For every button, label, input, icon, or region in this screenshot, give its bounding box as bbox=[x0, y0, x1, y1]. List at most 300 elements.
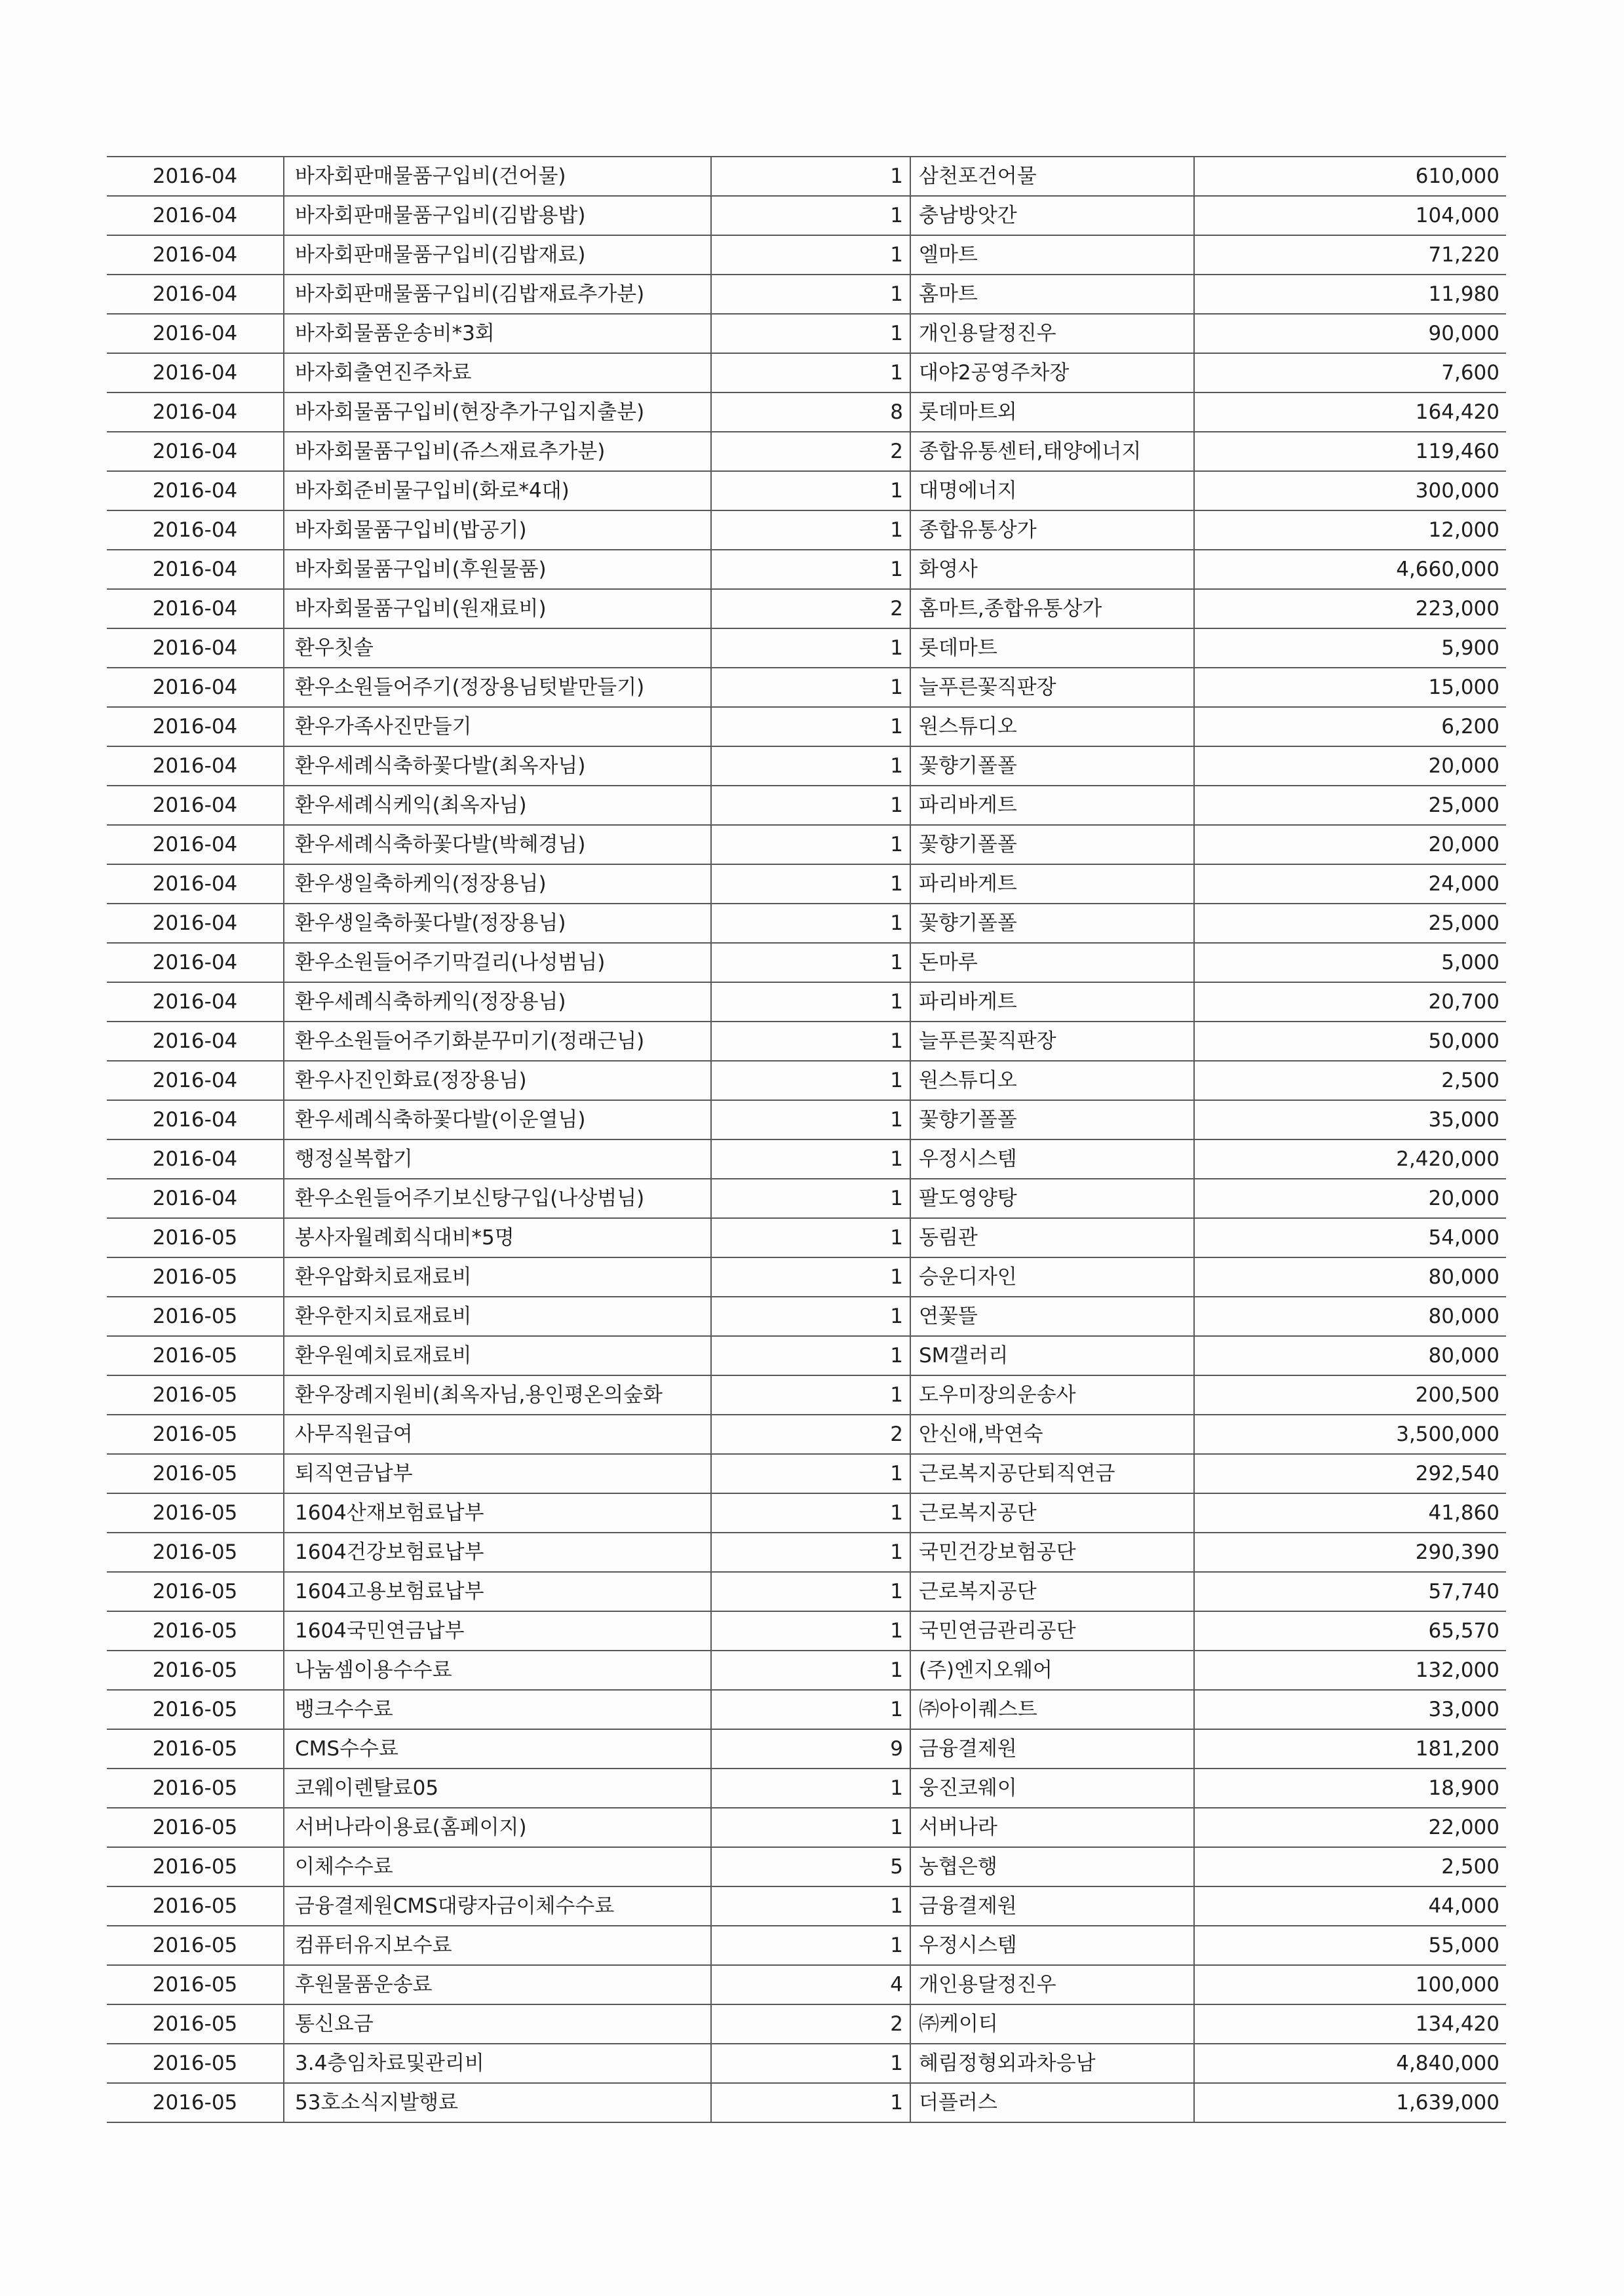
table-row bbox=[107, 157, 1506, 196]
vendor-cell: 근로복지공단 bbox=[910, 1493, 1194, 1533]
amount-cell: 200,500 bbox=[1194, 1375, 1506, 1415]
amount-cell: 292,540 bbox=[1194, 1454, 1506, 1493]
item-cell: 1604고용보험료납부 bbox=[284, 1572, 711, 1611]
table-row bbox=[107, 314, 1506, 353]
table-row bbox=[107, 1611, 1506, 1651]
amount-cell: 132,000 bbox=[1194, 1651, 1506, 1690]
quantity-cell: 1 bbox=[711, 1611, 910, 1651]
amount-cell: 2,500 bbox=[1194, 1061, 1506, 1100]
amount-cell: 22,000 bbox=[1194, 1808, 1506, 1847]
table-row bbox=[107, 392, 1506, 432]
quantity-cell: 9 bbox=[711, 1729, 910, 1769]
date-cell: 2016-04 bbox=[107, 550, 284, 589]
item-cell: 3.4층임차료및관리비 bbox=[284, 2044, 711, 2083]
quantity-cell: 1 bbox=[711, 707, 910, 746]
item-cell: 컴퓨터유지보수료 bbox=[284, 1926, 711, 1965]
amount-cell: 80,000 bbox=[1194, 1336, 1506, 1375]
vendor-cell: 꽃향기폴폴 bbox=[910, 746, 1194, 786]
ledger-body bbox=[107, 157, 1506, 2122]
amount-cell: 290,390 bbox=[1194, 1533, 1506, 1572]
vendor-cell: 롯데마트외 bbox=[910, 392, 1194, 432]
item-cell: CMS수수료 bbox=[284, 1729, 711, 1769]
table-row bbox=[107, 196, 1506, 235]
amount-cell: 20,000 bbox=[1194, 1179, 1506, 1218]
amount-cell: 4,660,000 bbox=[1194, 550, 1506, 589]
item-cell: 환우원예치료재료비 bbox=[284, 1336, 711, 1375]
vendor-cell: 원스튜디오 bbox=[910, 707, 1194, 746]
quantity-cell: 1 bbox=[711, 1179, 910, 1218]
quantity-cell: 1 bbox=[711, 1886, 910, 1926]
table-row bbox=[107, 1651, 1506, 1690]
vendor-cell: 금융결제원 bbox=[910, 1729, 1194, 1769]
date-cell: 2016-04 bbox=[107, 707, 284, 746]
table-row bbox=[107, 1179, 1506, 1218]
table-row bbox=[107, 1415, 1506, 1454]
date-cell: 2016-04 bbox=[107, 786, 284, 825]
quantity-cell: 2 bbox=[711, 2004, 910, 2044]
vendor-cell: 팔도영양탕 bbox=[910, 1179, 1194, 1218]
amount-cell: 65,570 bbox=[1194, 1611, 1506, 1651]
quantity-cell: 1 bbox=[711, 1690, 910, 1729]
amount-cell: 119,460 bbox=[1194, 432, 1506, 471]
item-cell: 1604산재보험료납부 bbox=[284, 1493, 711, 1533]
item-cell: 환우한지치료재료비 bbox=[284, 1297, 711, 1336]
item-cell: 환우소원들어주기(정장용님텃밭만들기) bbox=[284, 668, 711, 707]
item-cell: 이체수수료 bbox=[284, 1847, 711, 1886]
amount-cell: 80,000 bbox=[1194, 1257, 1506, 1297]
table-row bbox=[107, 1022, 1506, 1061]
vendor-cell: 근로복지공단 bbox=[910, 1572, 1194, 1611]
item-cell: 바자회물품구입비(현장추가구입지출분) bbox=[284, 392, 711, 432]
quantity-cell: 1 bbox=[711, 1572, 910, 1611]
date-cell: 2016-04 bbox=[107, 392, 284, 432]
amount-cell: 2,420,000 bbox=[1194, 1139, 1506, 1179]
table-row bbox=[107, 235, 1506, 275]
quantity-cell: 1 bbox=[711, 1375, 910, 1415]
vendor-cell: 화영사 bbox=[910, 550, 1194, 589]
quantity-cell: 1 bbox=[711, 1808, 910, 1847]
table-row bbox=[107, 1729, 1506, 1769]
expense-ledger-table bbox=[107, 156, 1506, 2123]
table-row bbox=[107, 2083, 1506, 2122]
vendor-cell: 원스튜디오 bbox=[910, 1061, 1194, 1100]
vendor-cell: 우정시스템 bbox=[910, 1139, 1194, 1179]
vendor-cell: 종합유통상가 bbox=[910, 510, 1194, 550]
table-row bbox=[107, 1572, 1506, 1611]
amount-cell: 4,840,000 bbox=[1194, 2044, 1506, 2083]
vendor-cell: ㈜아이퀘스트 bbox=[910, 1690, 1194, 1729]
item-cell: 후원물품운송료 bbox=[284, 1965, 711, 2004]
vendor-cell: 농협은행 bbox=[910, 1847, 1194, 1886]
vendor-cell: 늘푸른꽃직판장 bbox=[910, 668, 1194, 707]
vendor-cell: ㈜케이티 bbox=[910, 2004, 1194, 2044]
quantity-cell: 1 bbox=[711, 1493, 910, 1533]
item-cell: 통신요금 bbox=[284, 2004, 711, 2044]
date-cell: 2016-05 bbox=[107, 1572, 284, 1611]
item-cell: 바자회출연진주차료 bbox=[284, 353, 711, 392]
date-cell: 2016-04 bbox=[107, 1100, 284, 1139]
amount-cell: 164,420 bbox=[1194, 392, 1506, 432]
item-cell: 환우세례식축하꽃다발(이운열님) bbox=[284, 1100, 711, 1139]
item-cell: 바자회판매물품구입비(김밥용밥) bbox=[284, 196, 711, 235]
amount-cell: 3,500,000 bbox=[1194, 1415, 1506, 1454]
quantity-cell: 1 bbox=[711, 314, 910, 353]
item-cell: 바자회물품구입비(원재료비) bbox=[284, 589, 711, 628]
table-row bbox=[107, 1769, 1506, 1808]
quantity-cell: 2 bbox=[711, 432, 910, 471]
amount-cell: 33,000 bbox=[1194, 1690, 1506, 1729]
table-row bbox=[107, 1375, 1506, 1415]
vendor-cell: 엘마트 bbox=[910, 235, 1194, 275]
item-cell: 환우생일축하꽃다발(정장용님) bbox=[284, 904, 711, 943]
quantity-cell: 5 bbox=[711, 1847, 910, 1886]
vendor-cell: 꽃향기폴폴 bbox=[910, 904, 1194, 943]
quantity-cell: 1 bbox=[711, 1061, 910, 1100]
amount-cell: 6,200 bbox=[1194, 707, 1506, 746]
amount-cell: 12,000 bbox=[1194, 510, 1506, 550]
vendor-cell: 웅진코웨이 bbox=[910, 1769, 1194, 1808]
quantity-cell: 4 bbox=[711, 1965, 910, 2004]
quantity-cell: 1 bbox=[711, 982, 910, 1022]
date-cell: 2016-04 bbox=[107, 589, 284, 628]
quantity-cell: 1 bbox=[711, 2044, 910, 2083]
item-cell: 나눔셈이용수수료 bbox=[284, 1651, 711, 1690]
quantity-cell: 1 bbox=[711, 628, 910, 668]
table-row bbox=[107, 550, 1506, 589]
vendor-cell: 동림관 bbox=[910, 1218, 1194, 1257]
amount-cell: 20,000 bbox=[1194, 825, 1506, 864]
quantity-cell: 2 bbox=[711, 589, 910, 628]
table-row bbox=[107, 471, 1506, 510]
date-cell: 2016-05 bbox=[107, 1611, 284, 1651]
table-row bbox=[107, 2044, 1506, 2083]
vendor-cell: 대명에너지 bbox=[910, 471, 1194, 510]
table-row bbox=[107, 1493, 1506, 1533]
table-row bbox=[107, 746, 1506, 786]
item-cell: 환우세례식케익(최옥자님) bbox=[284, 786, 711, 825]
item-cell: 환우소원들어주기화분꾸미기(정래근님) bbox=[284, 1022, 711, 1061]
quantity-cell: 1 bbox=[711, 1769, 910, 1808]
date-cell: 2016-04 bbox=[107, 943, 284, 982]
quantity-cell: 8 bbox=[711, 392, 910, 432]
table-row bbox=[107, 1257, 1506, 1297]
amount-cell: 55,000 bbox=[1194, 1926, 1506, 1965]
date-cell: 2016-05 bbox=[107, 1808, 284, 1847]
date-cell: 2016-04 bbox=[107, 1139, 284, 1179]
date-cell: 2016-05 bbox=[107, 1415, 284, 1454]
date-cell: 2016-05 bbox=[107, 1257, 284, 1297]
quantity-cell: 1 bbox=[711, 196, 910, 235]
quantity-cell: 1 bbox=[711, 864, 910, 904]
vendor-cell: 안신애,박연숙 bbox=[910, 1415, 1194, 1454]
amount-cell: 41,860 bbox=[1194, 1493, 1506, 1533]
item-cell: 환우압화치료재료비 bbox=[284, 1257, 711, 1297]
item-cell: 환우생일축하케익(정장용님) bbox=[284, 864, 711, 904]
amount-cell: 223,000 bbox=[1194, 589, 1506, 628]
quantity-cell: 1 bbox=[711, 668, 910, 707]
date-cell: 2016-05 bbox=[107, 1886, 284, 1926]
vendor-cell: 우정시스템 bbox=[910, 1926, 1194, 1965]
vendor-cell: SM갤러리 bbox=[910, 1336, 1194, 1375]
item-cell: 환우세례식축하케익(정장용님) bbox=[284, 982, 711, 1022]
item-cell: 사무직원급여 bbox=[284, 1415, 711, 1454]
vendor-cell: 대야2공영주차장 bbox=[910, 353, 1194, 392]
date-cell: 2016-04 bbox=[107, 668, 284, 707]
date-cell: 2016-04 bbox=[107, 1022, 284, 1061]
quantity-cell: 1 bbox=[711, 1297, 910, 1336]
date-cell: 2016-05 bbox=[107, 1533, 284, 1572]
item-cell: 바자회판매물품구입비(건어물) bbox=[284, 157, 711, 196]
amount-cell: 1,639,000 bbox=[1194, 2083, 1506, 2122]
date-cell: 2016-05 bbox=[107, 1336, 284, 1375]
table-row bbox=[107, 589, 1506, 628]
amount-cell: 25,000 bbox=[1194, 904, 1506, 943]
date-cell: 2016-04 bbox=[107, 1061, 284, 1100]
quantity-cell: 1 bbox=[711, 1139, 910, 1179]
item-cell: 환우세례식축하꽃다발(최옥자님) bbox=[284, 746, 711, 786]
amount-cell: 2,500 bbox=[1194, 1847, 1506, 1886]
quantity-cell: 1 bbox=[711, 1651, 910, 1690]
quantity-cell: 2 bbox=[711, 1415, 910, 1454]
vendor-cell: 도우미장의운송사 bbox=[910, 1375, 1194, 1415]
amount-cell: 80,000 bbox=[1194, 1297, 1506, 1336]
quantity-cell: 1 bbox=[711, 943, 910, 982]
amount-cell: 104,000 bbox=[1194, 196, 1506, 235]
item-cell: 바자회판매물품구입비(김밥재료추가분) bbox=[284, 275, 711, 314]
date-cell: 2016-04 bbox=[107, 982, 284, 1022]
date-cell: 2016-04 bbox=[107, 904, 284, 943]
table-row bbox=[107, 353, 1506, 392]
quantity-cell: 1 bbox=[711, 471, 910, 510]
vendor-cell: 홈마트,종합유통상가 bbox=[910, 589, 1194, 628]
amount-cell: 100,000 bbox=[1194, 1965, 1506, 2004]
amount-cell: 25,000 bbox=[1194, 786, 1506, 825]
item-cell: 바자회물품구입비(밥공기) bbox=[284, 510, 711, 550]
table-row bbox=[107, 1100, 1506, 1139]
vendor-cell: 연꽃뜰 bbox=[910, 1297, 1194, 1336]
date-cell: 2016-05 bbox=[107, 1493, 284, 1533]
item-cell: 바자회판매물품구입비(김밥재료) bbox=[284, 235, 711, 275]
item-cell: 환우소원들어주기보신탕구입(나상범님) bbox=[284, 1179, 711, 1218]
table-row bbox=[107, 864, 1506, 904]
quantity-cell: 1 bbox=[711, 1257, 910, 1297]
vendor-cell: 꽃향기폴폴 bbox=[910, 825, 1194, 864]
table-row bbox=[107, 904, 1506, 943]
vendor-cell: 국민건강보험공단 bbox=[910, 1533, 1194, 1572]
item-cell: 환우칫솔 bbox=[284, 628, 711, 668]
table-row bbox=[107, 510, 1506, 550]
table-row bbox=[107, 668, 1506, 707]
vendor-cell: 파리바게트 bbox=[910, 982, 1194, 1022]
date-cell: 2016-05 bbox=[107, 1218, 284, 1257]
table-row bbox=[107, 432, 1506, 471]
table-row bbox=[107, 707, 1506, 746]
date-cell: 2016-04 bbox=[107, 825, 284, 864]
table-row bbox=[107, 1533, 1506, 1572]
vendor-cell: 혜림정형외과차응남 bbox=[910, 2044, 1194, 2083]
amount-cell: 300,000 bbox=[1194, 471, 1506, 510]
amount-cell: 20,000 bbox=[1194, 746, 1506, 786]
quantity-cell: 1 bbox=[711, 1218, 910, 1257]
date-cell: 2016-04 bbox=[107, 196, 284, 235]
item-cell: 퇴직연금납부 bbox=[284, 1454, 711, 1493]
amount-cell: 5,900 bbox=[1194, 628, 1506, 668]
item-cell: 바자회물품운송비*3회 bbox=[284, 314, 711, 353]
date-cell: 2016-04 bbox=[107, 746, 284, 786]
date-cell: 2016-05 bbox=[107, 2083, 284, 2122]
amount-cell: 610,000 bbox=[1194, 157, 1506, 196]
item-cell: 1604국민연금납부 bbox=[284, 1611, 711, 1651]
table-row bbox=[107, 1336, 1506, 1375]
date-cell: 2016-04 bbox=[107, 628, 284, 668]
date-cell: 2016-04 bbox=[107, 353, 284, 392]
vendor-cell: 늘푸른꽃직판장 bbox=[910, 1022, 1194, 1061]
item-cell: 바자회준비물구입비(화로*4대) bbox=[284, 471, 711, 510]
date-cell: 2016-05 bbox=[107, 2044, 284, 2083]
item-cell: 뱅크수수료 bbox=[284, 1690, 711, 1729]
date-cell: 2016-05 bbox=[107, 1965, 284, 2004]
vendor-cell: 꽃향기폴폴 bbox=[910, 1100, 1194, 1139]
item-cell: 코웨이렌탈료05 bbox=[284, 1769, 711, 1808]
vendor-cell: 롯데마트 bbox=[910, 628, 1194, 668]
date-cell: 2016-04 bbox=[107, 157, 284, 196]
table-row bbox=[107, 1808, 1506, 1847]
quantity-cell: 1 bbox=[711, 1926, 910, 1965]
date-cell: 2016-05 bbox=[107, 1729, 284, 1769]
vendor-cell: 국민연금관리공단 bbox=[910, 1611, 1194, 1651]
table-row bbox=[107, 1218, 1506, 1257]
quantity-cell: 1 bbox=[711, 2083, 910, 2122]
vendor-cell: 승운디자인 bbox=[910, 1257, 1194, 1297]
table-row bbox=[107, 1965, 1506, 2004]
amount-cell: 90,000 bbox=[1194, 314, 1506, 353]
table-row bbox=[107, 786, 1506, 825]
vendor-cell: 개인용달정진우 bbox=[910, 314, 1194, 353]
amount-cell: 134,420 bbox=[1194, 2004, 1506, 2044]
date-cell: 2016-04 bbox=[107, 471, 284, 510]
date-cell: 2016-04 bbox=[107, 432, 284, 471]
item-cell: 환우세례식축하꽃다발(박혜경님) bbox=[284, 825, 711, 864]
table-row bbox=[107, 1926, 1506, 1965]
vendor-cell: 충남방앗간 bbox=[910, 196, 1194, 235]
vendor-cell: 삼천포건어물 bbox=[910, 157, 1194, 196]
quantity-cell: 1 bbox=[711, 825, 910, 864]
date-cell: 2016-05 bbox=[107, 1454, 284, 1493]
item-cell: 환우소원들어주기막걸리(나성범님) bbox=[284, 943, 711, 982]
date-cell: 2016-04 bbox=[107, 314, 284, 353]
amount-cell: 24,000 bbox=[1194, 864, 1506, 904]
quantity-cell: 1 bbox=[711, 1022, 910, 1061]
vendor-cell: 돈마루 bbox=[910, 943, 1194, 982]
date-cell: 2016-05 bbox=[107, 1847, 284, 1886]
table-row bbox=[107, 2004, 1506, 2044]
vendor-cell: 홈마트 bbox=[910, 275, 1194, 314]
quantity-cell: 1 bbox=[711, 1454, 910, 1493]
amount-cell: 50,000 bbox=[1194, 1022, 1506, 1061]
date-cell: 2016-04 bbox=[107, 510, 284, 550]
date-cell: 2016-04 bbox=[107, 864, 284, 904]
item-cell: 행정실복합기 bbox=[284, 1139, 711, 1179]
quantity-cell: 1 bbox=[711, 746, 910, 786]
date-cell: 2016-05 bbox=[107, 1926, 284, 1965]
vendor-cell: 금융결제원 bbox=[910, 1886, 1194, 1926]
quantity-cell: 1 bbox=[711, 904, 910, 943]
item-cell: 봉사자월례회식대비*5명 bbox=[284, 1218, 711, 1257]
amount-cell: 5,000 bbox=[1194, 943, 1506, 982]
item-cell: 환우가족사진만들기 bbox=[284, 707, 711, 746]
amount-cell: 18,900 bbox=[1194, 1769, 1506, 1808]
table-row bbox=[107, 628, 1506, 668]
item-cell: 서버나라이용료(홈페이지) bbox=[284, 1808, 711, 1847]
item-cell: 바자회물품구입비(후원물품) bbox=[284, 550, 711, 589]
quantity-cell: 1 bbox=[711, 1336, 910, 1375]
table-row bbox=[107, 275, 1506, 314]
amount-cell: 44,000 bbox=[1194, 1886, 1506, 1926]
vendor-cell: (주)엔지오웨어 bbox=[910, 1651, 1194, 1690]
item-cell: 금융결제원CMS대량자금이체수수료 bbox=[284, 1886, 711, 1926]
amount-cell: 15,000 bbox=[1194, 668, 1506, 707]
date-cell: 2016-05 bbox=[107, 1690, 284, 1729]
amount-cell: 35,000 bbox=[1194, 1100, 1506, 1139]
amount-cell: 57,740 bbox=[1194, 1572, 1506, 1611]
date-cell: 2016-05 bbox=[107, 2004, 284, 2044]
table-row bbox=[107, 982, 1506, 1022]
amount-cell: 71,220 bbox=[1194, 235, 1506, 275]
item-cell: 바자회물품구입비(쥬스재료추가분) bbox=[284, 432, 711, 471]
amount-cell: 54,000 bbox=[1194, 1218, 1506, 1257]
date-cell: 2016-05 bbox=[107, 1769, 284, 1808]
date-cell: 2016-05 bbox=[107, 1651, 284, 1690]
table-row bbox=[107, 1454, 1506, 1493]
table-row bbox=[107, 1886, 1506, 1926]
date-cell: 2016-04 bbox=[107, 275, 284, 314]
table-row bbox=[107, 1690, 1506, 1729]
quantity-cell: 1 bbox=[711, 786, 910, 825]
quantity-cell: 1 bbox=[711, 550, 910, 589]
quantity-cell: 1 bbox=[711, 1533, 910, 1572]
table-row bbox=[107, 1061, 1506, 1100]
date-cell: 2016-04 bbox=[107, 235, 284, 275]
vendor-cell: 개인용달정진우 bbox=[910, 1965, 1194, 2004]
quantity-cell: 1 bbox=[711, 510, 910, 550]
vendor-cell: 더플러스 bbox=[910, 2083, 1194, 2122]
table-row bbox=[107, 1847, 1506, 1886]
table-row bbox=[107, 1297, 1506, 1336]
date-cell: 2016-04 bbox=[107, 1179, 284, 1218]
amount-cell: 181,200 bbox=[1194, 1729, 1506, 1769]
item-cell: 환우사진인화료(정장용님) bbox=[284, 1061, 711, 1100]
amount-cell: 11,980 bbox=[1194, 275, 1506, 314]
table-row bbox=[107, 943, 1506, 982]
item-cell: 환우장례지원비(최옥자님,용인평온의숲화 bbox=[284, 1375, 711, 1415]
table-row bbox=[107, 1139, 1506, 1179]
quantity-cell: 1 bbox=[711, 1100, 910, 1139]
vendor-cell: 서버나라 bbox=[910, 1808, 1194, 1847]
amount-cell: 7,600 bbox=[1194, 353, 1506, 392]
item-cell: 53호소식지발행료 bbox=[284, 2083, 711, 2122]
vendor-cell: 파리바게트 bbox=[910, 864, 1194, 904]
quantity-cell: 1 bbox=[711, 353, 910, 392]
quantity-cell: 1 bbox=[711, 235, 910, 275]
vendor-cell: 종합유통센터,태양에너지 bbox=[910, 432, 1194, 471]
vendor-cell: 파리바게트 bbox=[910, 786, 1194, 825]
quantity-cell: 1 bbox=[711, 157, 910, 196]
date-cell: 2016-05 bbox=[107, 1375, 284, 1415]
quantity-cell: 1 bbox=[711, 275, 910, 314]
amount-cell: 20,700 bbox=[1194, 982, 1506, 1022]
table-row bbox=[107, 825, 1506, 864]
item-cell: 1604건강보험료납부 bbox=[284, 1533, 711, 1572]
